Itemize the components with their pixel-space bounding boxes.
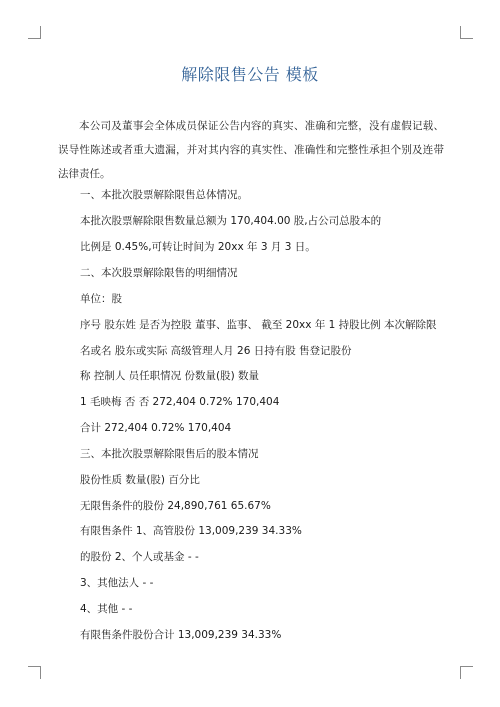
table-header-line: 股份性质 数量(股) 百分比 bbox=[80, 474, 200, 486]
crop-mark-top-right bbox=[460, 26, 473, 39]
crop-mark-bottom-right bbox=[460, 666, 473, 679]
unit-label: 单位：股 bbox=[80, 293, 122, 305]
table-row: 3、其他法人 - - bbox=[80, 577, 154, 589]
section-1-heading: 一、本批次股票解除限售总体情况。 bbox=[80, 189, 248, 201]
crop-mark-top-left bbox=[28, 26, 41, 39]
text-line: 比例是 0.45%,可转让时间为 20xx 年 3 月 3 日。 bbox=[80, 241, 316, 253]
table-header-line: 称 控制人 员任职情况 份数量(股) 数量 bbox=[80, 370, 260, 382]
table-row-total: 有限售条件股份合计 13,009,239 34.33% bbox=[80, 629, 282, 641]
section-2-heading: 二、本次股票解除限售的明细情况 bbox=[80, 267, 238, 279]
table-header-line: 名或名 股东或实际 高级管理人月 26 日持有股 售登记股份 bbox=[80, 345, 352, 357]
table-row: 无限售条件的股份 24,890,761 65.67% bbox=[80, 500, 271, 512]
document-title: 解除限售公告 模板 bbox=[181, 65, 319, 84]
text-line: 本批次股票解除限售数量总额为 170,404.00 股,占公司总股本的 bbox=[80, 215, 382, 227]
table-row: 有限售条件 1、高管股份 13,009,239 34.33% bbox=[80, 525, 302, 537]
table-row: 的股份 2、个人或基金 - - bbox=[80, 551, 199, 563]
intro-paragraph: 本公司及董事会全体成员保证公告内容的真实、准确和完整，没有虚假记载、误导性陈述或者重大遗漏，并对其内容的真实性、准确性和完整性承担个别及连带法律责任。 bbox=[58, 120, 444, 180]
table-row-total: 合计 272,404 0.72% 170,404 bbox=[80, 422, 232, 434]
section-3-heading: 三、本批次股票解除限售后的股本情况 bbox=[80, 448, 259, 460]
crop-mark-bottom-left bbox=[28, 666, 41, 679]
table-row: 4、其他 - - bbox=[80, 603, 133, 615]
table-header-line: 序号 股东姓 是否为控股 董事、监事、 截至 20xx 年 1 持股比例 本次解除限 bbox=[80, 319, 437, 331]
table-row: 1 毛映梅 否 否 272,404 0.72% 170,404 bbox=[80, 396, 280, 408]
